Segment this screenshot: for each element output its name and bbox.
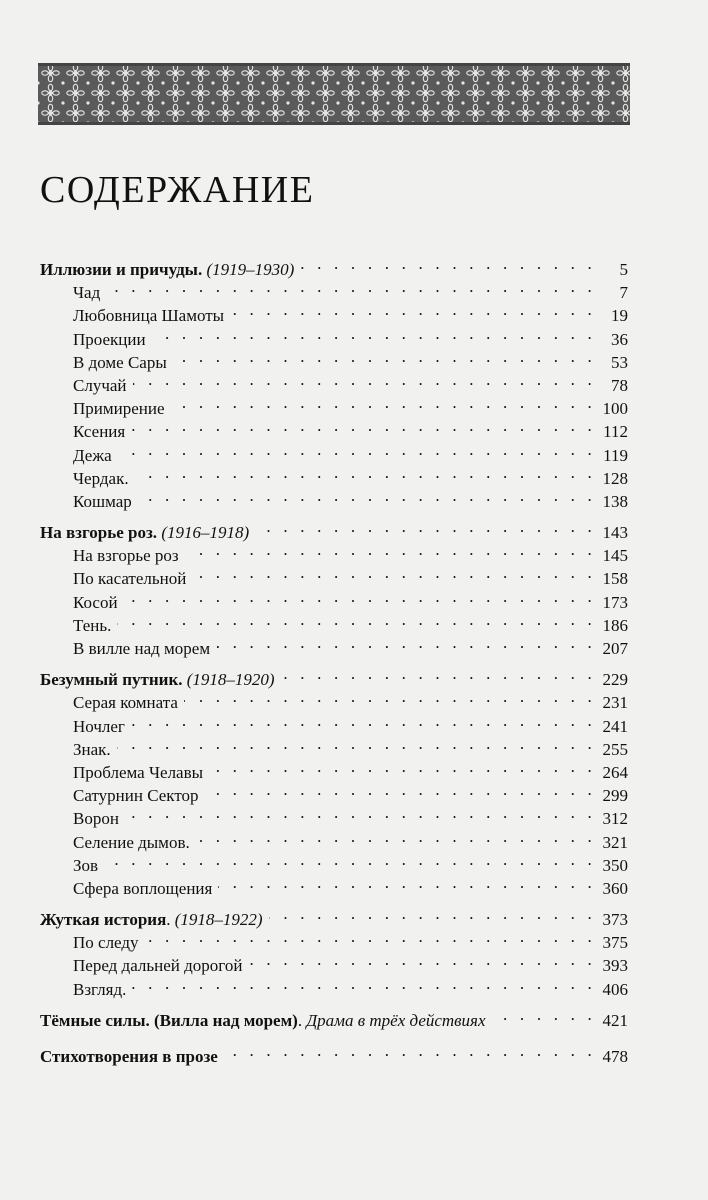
item-title: Ксения [73,422,126,442]
page-number: 229 [602,670,628,690]
page-number: 100 [602,399,628,419]
item-title: Любовница Шамоты [73,306,225,326]
item-title: Знак. [73,739,111,759]
item-title: Тень. [73,615,112,635]
item-title: В вилле над морем [73,639,211,658]
page-number: 264 [602,762,628,782]
leader-dots [209,755,596,778]
leader-dots [300,252,596,275]
section-title: Жуткая история [40,910,167,930]
leader-dots [196,825,596,848]
item-title: На взгорье роз [73,546,179,566]
leader-dots [281,662,596,685]
toc-section-2[interactable] [40,515,628,543]
item-title: Дежа [73,445,112,465]
page-number: 173 [602,592,628,612]
leader-dots [192,561,596,584]
leader-dots [224,1039,596,1062]
leader-dots [152,322,596,345]
toc-item[interactable] [40,825,628,852]
toc-item[interactable] [40,871,628,898]
page-number: 255 [602,739,628,759]
page-number: 36 [611,329,628,349]
page-title: СОДЕРЖАНИЕ [40,169,315,211]
toc-item[interactable] [40,438,628,465]
page-number: 186 [602,615,628,635]
table-of-contents [40,252,628,1066]
section-title: Иллюзии и причуды. [40,260,203,279]
toc-item[interactable] [40,631,628,658]
page-number: 478 [602,1047,628,1066]
toc-section-1[interactable] [40,252,628,279]
item-title: Селение дымов. [73,832,190,852]
page-number: 143 [602,523,628,543]
page-number: 321 [602,832,628,852]
item-title: Взгляд. [73,979,127,999]
item-title: Перед дальней дорогой [73,956,243,976]
page-number: 231 [602,693,628,713]
toc-item[interactable] [40,585,628,612]
toc-section-3[interactable] [40,662,628,690]
section-title: Стихотворения в прозе [40,1047,218,1066]
section-separator: . [166,910,175,930]
section-subtitle: Драма в трёх действиях [306,1010,486,1030]
item-title: Примирение [73,399,165,419]
section-title: Безумный путник. [40,670,183,690]
page-number: 421 [602,1010,628,1030]
item-title: Ночлег [73,716,125,736]
page-number: 78 [611,375,628,395]
leader-dots [106,275,596,298]
page-number: 19 [611,306,628,326]
toc-item[interactable] [40,298,628,326]
page-number: 158 [602,569,628,589]
item-title: Проекции [73,329,146,349]
leader-dots [171,391,596,414]
leader-dots [218,871,596,894]
leader-dots [248,948,596,971]
lace-flower-border-icon [38,63,630,125]
leader-dots [132,972,596,995]
page-number: 241 [602,716,628,736]
leader-dots [117,608,596,631]
toc-item[interactable] [40,801,628,829]
section-title: На взгорье роз. [40,523,158,543]
item-title: Серая комната [73,693,178,713]
leader-dots [133,368,596,391]
leader-dots [255,515,596,538]
leader-dots [118,438,596,461]
page-number: 375 [602,933,628,953]
toc-section-4[interactable] [40,902,628,930]
page-number: 7 [619,283,628,303]
toc-item[interactable] [40,608,628,635]
leader-dots [492,1003,596,1026]
page-number: 119 [603,445,628,465]
page-number: 360 [602,878,628,898]
leader-dots [269,902,596,925]
item-title: Сатурнин Сектор [73,786,199,806]
toc-item[interactable] [40,391,628,419]
leader-dots [216,631,596,654]
item-title: В доме Сары [73,352,167,372]
leader-dots [184,685,596,708]
page-number: 373 [602,910,628,930]
item-title: Ворон [73,809,119,829]
item-title: Чад [73,283,101,303]
page-number: 138 [602,491,628,511]
leader-dots [185,538,596,561]
leader-dots [117,732,596,755]
leader-dots [135,461,596,484]
section-separator: . [297,1010,307,1030]
leader-dots [124,585,596,608]
page-number: 128 [602,468,628,488]
leader-dots [125,801,596,824]
page-number: 53 [611,352,628,372]
toc-section-5[interactable] [40,1003,628,1030]
page-number: 145 [602,546,628,566]
item-title: Случай [73,375,127,395]
leader-dots [145,925,596,948]
item-title: По следу [73,933,139,953]
section-title: Тёмные силы. (Вилла над морем) [40,1010,298,1030]
leader-dots [230,298,596,321]
item-title: Сфера воплощения [73,878,213,898]
leader-dots [131,709,596,732]
page-number: 299 [602,786,628,806]
leader-dots [104,848,596,871]
toc-item[interactable] [40,732,628,759]
leader-dots [205,778,596,801]
page-number: 393 [602,956,628,976]
leader-dots [131,414,596,437]
item-title: Кошмар [73,491,132,511]
toc-item[interactable] [40,848,628,875]
page-number: 207 [602,639,628,658]
page-number: 112 [603,422,628,442]
item-title: Косой [73,592,118,612]
leader-dots [138,484,596,507]
item-title: Проблема Челавы [73,762,204,782]
item-title: Зов [73,855,99,875]
leader-dots [173,345,596,368]
toc-section-6[interactable] [40,1039,628,1066]
toc-item[interactable] [40,461,628,488]
toc-item[interactable] [40,755,628,782]
item-title: По касательной [73,569,187,589]
page-number: 312 [602,809,628,829]
section-years: (1918–1920) [186,670,275,690]
item-title: Чердак. [73,468,129,488]
page-number: 350 [602,855,628,875]
section-years: (1916–1918) [161,523,250,543]
section-years: (1918–1922) [174,910,263,930]
section-years: (1919–1930) [206,260,295,279]
page-number: 5 [619,260,628,279]
toc-item[interactable] [40,275,628,303]
page-number: 406 [602,979,628,999]
